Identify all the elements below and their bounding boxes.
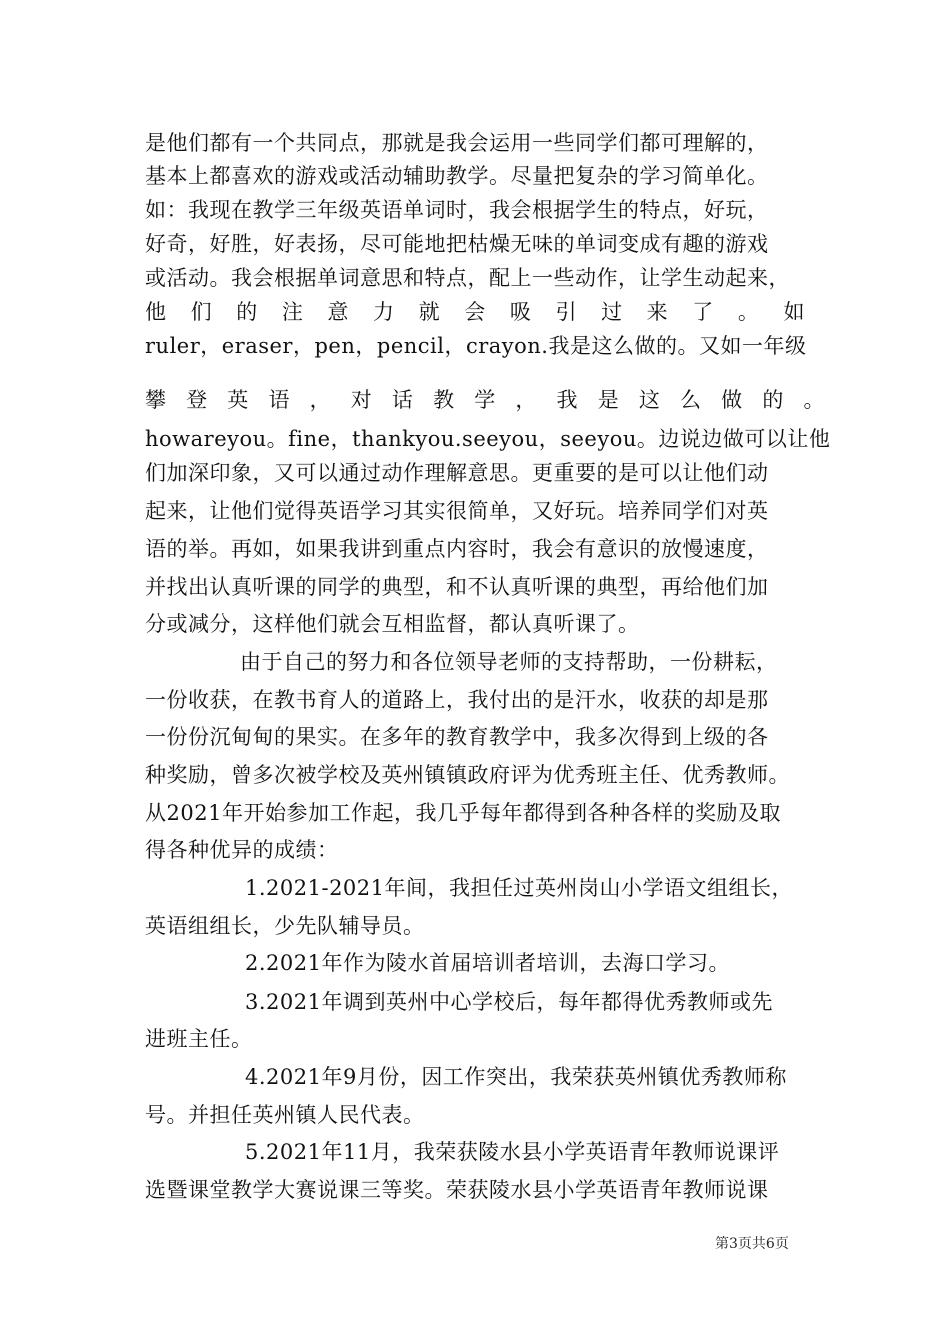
text-line: 如：我现在教学三年级英语单词时，我会根据学生的特点，好玩，: [145, 198, 769, 222]
text-line: 进班主任。: [145, 1027, 253, 1051]
text-line: 由于自己的努力和各位领导老师的支持帮助，一份耕耘，: [240, 650, 778, 674]
text-line: 起来，让他们觉得英语学习其实很简单，又好玩。培养同学们对英: [145, 499, 769, 523]
list-item: 3.2021年调到英州中心学校后，每年都得优秀教师或先: [245, 990, 773, 1014]
list-item: 5.2021年11月，我荣获陵水县小学英语青年教师说课评: [245, 1140, 780, 1164]
text-line: 一份份沉甸甸的果实。在多年的教育教学中，我多次得到上级的各: [145, 725, 769, 749]
text-line: 基本上都喜欢的游戏或活动辅助教学。尽量把复杂的学习简单化。: [145, 164, 769, 188]
text-line: 语的举。再如，如果我讲到重点内容时，我会有意识的放慢速度，: [145, 537, 769, 561]
text-line: 他们的注意力就会吸引过来了。如: [145, 300, 805, 324]
text-line: 种奖励，曾多次被学校及英州镇镇政府评为优秀班主任、优秀教师。: [145, 763, 790, 787]
text-line: 们加深印象，又可以通过动作理解意思。更重要的是可以让他们动: [145, 461, 769, 485]
text-line: 或活动。我会根据单词意思和特点，配上一些动作，让学生动起来，: [145, 266, 790, 290]
text-line: ruler，eraser，pen，pencil，crayon.我是这么做的。又如一年级: [145, 334, 807, 358]
list-item: 4.2021年9月份，因工作突出，我荣获英州镇优秀教师称: [245, 1065, 787, 1089]
text-line: 攀登英语，对话教学，我是这么做的。: [145, 388, 825, 412]
text-line: 并找出认真听课的同学的典型，和不认真听课的典型，再给他们加: [145, 575, 769, 599]
text-line: howareyou。fine，thankyou.seeyou，seeyou。边说边做可以让他: [145, 427, 831, 451]
text-line: 号。并担任英州镇人民代表。: [145, 1103, 425, 1127]
text-line: 是他们都有一个共同点，那就是我会运用一些同学们都可理解的，: [145, 131, 769, 155]
text-line: 得各种优异的成绩：: [145, 838, 339, 862]
page-number: 第3页共6页: [715, 1236, 789, 1252]
list-item: 1.2021-2021年间，我担任过英州岗山小学语文组组长，: [245, 876, 794, 900]
text-line: 好奇，好胜，好表扬，尽可能地把枯燥无味的单词变成有趣的游戏: [145, 232, 769, 256]
list-item: 2.2021年作为陵水首届培训者培训，去海口学习。: [245, 951, 730, 975]
text-line: 从2021年开始参加工作起，我几乎每年都得到各种各样的奖励及取: [145, 801, 781, 825]
text-line: 分或减分，这样他们就会互相监督，都认真听课了。: [145, 612, 640, 636]
text-line: 英语组组长，少先队辅导员。: [145, 914, 425, 938]
text-line: 一份收获，在教书育人的道路上，我付出的是汗水，收获的却是那: [145, 688, 769, 712]
text-line: 选暨课堂教学大赛说课三等奖。荣获陵水县小学英语青年教师说课: [145, 1178, 769, 1202]
